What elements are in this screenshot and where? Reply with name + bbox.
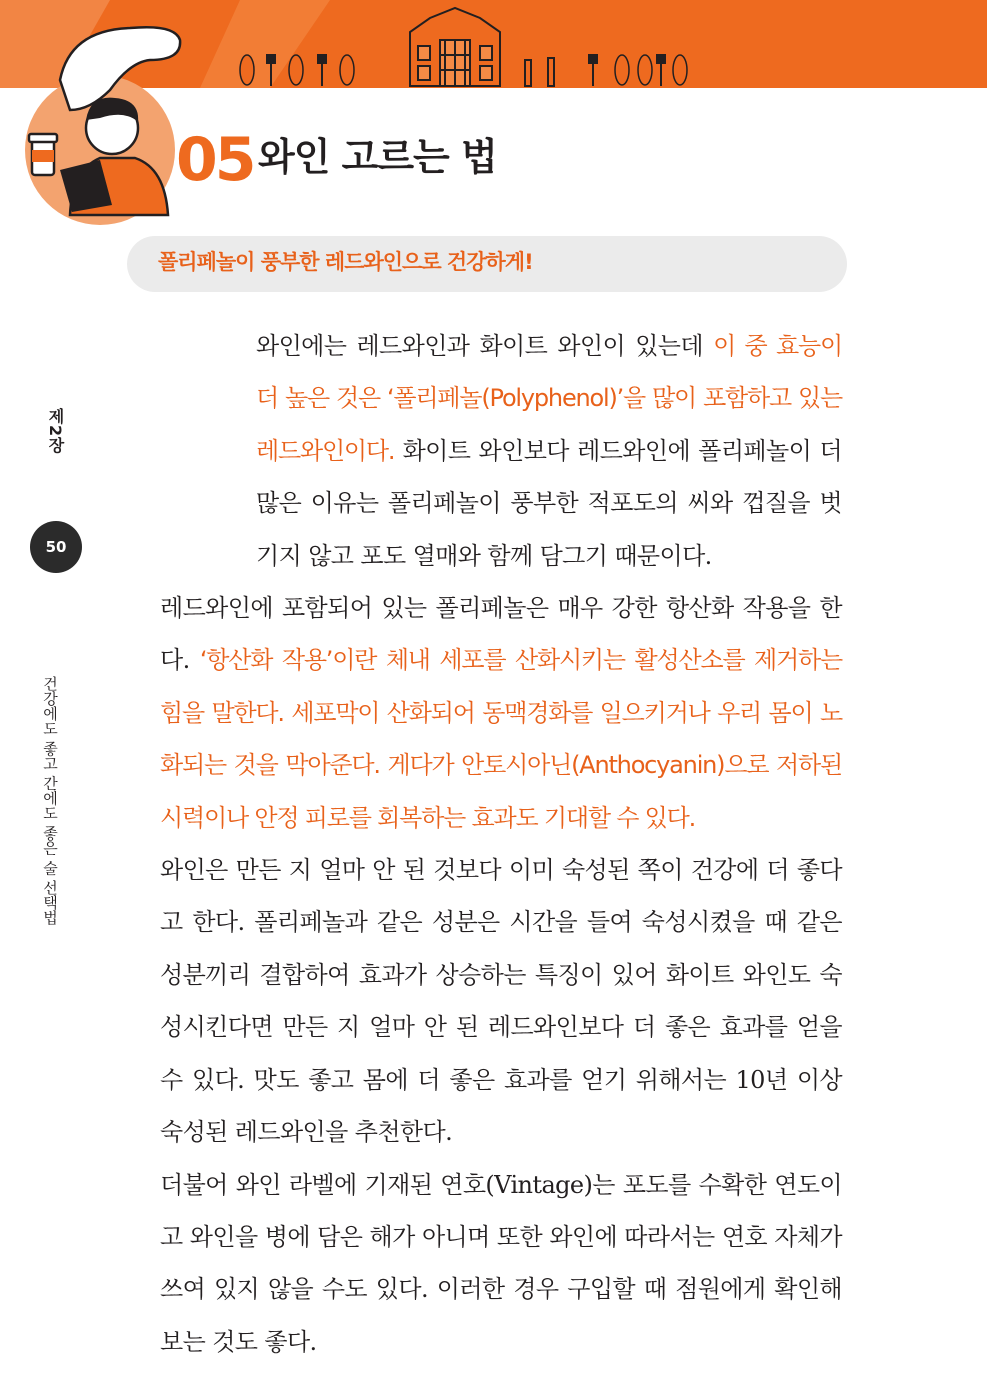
paragraph-2-text: 레드와인에 포함되어 있는 폴리페놀은 매우 강한 항산화 작용을 한다. bbox=[160, 594, 842, 675]
book-title: 건강에도 좋고 간에도 좋은 술 선택법 bbox=[41, 676, 59, 925]
paragraph-2 bbox=[136, 582, 842, 844]
reader-with-coffee-illustration bbox=[0, 0, 200, 225]
paragraph-4-text: 더불어 와인 라벨에 기재된 연호(Vintage)는 포도를 수확한 연도이고 와인을 병에 담은 해가 아니며 또한 와인에 따라서는 연호 자체가 쓰여 있지 않을 수도 있다. 이러한 경우 구입할 때 점원에게 확인해 보는 것도 좋다. bbox=[160, 1170, 842, 1356]
paragraph-1 bbox=[136, 320, 842, 582]
paragraph-1-text-end: 화이트 와인보다 레드와인에 폴리페놀이 더 많은 이유는 폴리페놀이 풍부한 적포도의 씨와 껍질을 벗기지 않고 포도 열매와 함께 담그기 때문이다. bbox=[256, 436, 842, 570]
paragraph-2-highlight: ‘항산화 작용’이란 체내 세포를 산화시키는 활성산소를 제거하는 힘을 말한다. 세포막이 산화되어 동맥경화를 일으키거나 우리 몸이 노화되는 것을 막아준다. 게다가 안토시아닌(Anthocyanin)으로 저하된 시력이나 안정 피로를 회복하는 효과도 기대할 수 있다. bbox=[160, 646, 842, 832]
chapter-title: 와인 고르는 법 bbox=[258, 135, 497, 179]
paragraph-3-text: 와인은 만든 지 얼마 안 된 것보다 이미 숙성된 쪽이 건강에 더 좋다고 한다. 폴리페놀과 같은 성분은 시간을 들여 숙성시켰을 때 같은 성분끼리 결합하여 효과가 상승하는 특징이 있어 화이트 와인도 숙성시킨다면 만든 지 얼마 안 된 레드와인보다 더 좋은 효과를 얻을 수 있다. 맛도 좋고 몸에 더 좋은 효과를 얻기 위해서는 10년 이상 숙성된 레드와인을 추천한다. bbox=[160, 856, 842, 1147]
paragraph-3 bbox=[136, 844, 842, 1158]
paragraph-1-text: 와인에는 레드와인과 화이트 와인이 있는데 bbox=[256, 332, 714, 360]
page-number-badge: 50 bbox=[30, 521, 82, 573]
paragraph-4 bbox=[136, 1159, 842, 1369]
body-text bbox=[136, 320, 842, 1368]
chapter-label: 제2장 bbox=[46, 408, 65, 455]
subtitle: 폴리페놀이 풍부한 레드와인으로 건강하게! bbox=[158, 250, 533, 274]
chapter-number: 05 bbox=[176, 125, 254, 195]
paragraph-1-highlight: 이 중 효능이 더 높은 것은 ‘폴리페놀(Polyphenol)’을 많이 포함하고 있는 레드와인이다. bbox=[256, 332, 843, 465]
